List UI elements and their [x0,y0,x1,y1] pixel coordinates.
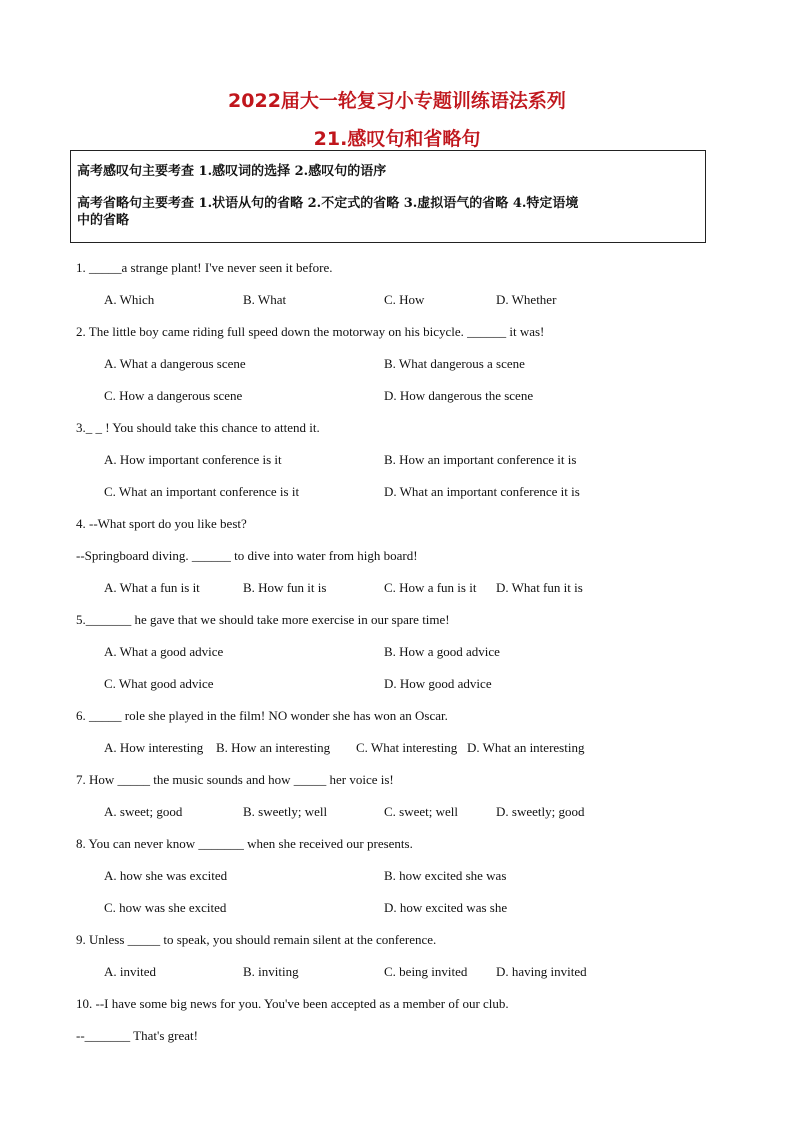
option-b: B. How an interesting [216,740,331,755]
option-c: C. how was she excited [104,900,227,915]
option-c: C. What an important conference is it [104,484,300,499]
option-a: A. invited [104,964,156,979]
option-d: D. How dangerous the scene [384,388,534,403]
question-stem: 1. _____a strange plant! I've never seen it before. [76,260,333,275]
question-stem: 10. --I have some big news for you. You've been accepted as a member of our club. [76,996,509,1011]
option-c: C. How a dangerous scene [104,388,243,403]
option-d: D. What an important conference it is [384,484,580,499]
document-title: 2022届大一轮复习小专题训练语法系列 [228,90,566,112]
option-a: A. What a good advice [104,644,224,659]
option-a: A. how she was excited [104,868,228,883]
option-d: D. Whether [496,292,557,307]
question-stem: 7. How _____ the music sounds and how _____ her voice is! [76,772,394,787]
option-b: B. sweetly; well [243,804,328,819]
option-d: D. having invited [496,964,587,979]
option-c: C. What good advice [104,676,214,691]
option-b: B. What dangerous a scene [384,356,525,371]
option-c: C. How a fun is it [384,580,477,595]
question-stem: 2. The little boy came riding full speed down the motorway on his bicycle. ______ it was! [76,324,545,339]
option-d: D. What fun it is [496,580,583,595]
question-stem: 6. _____ role she played in the film! NO wonder she has won an Oscar. [76,708,448,723]
option-a: A. How interesting [104,740,204,755]
note-line: 高考省略句主要考查 1.状语从句的省略 2.不定式的省略 3.虚拟语气的省略 4.特定语境 [77,196,579,211]
option-a: A. What a fun is it [104,580,200,595]
document-subtitle: 21.感叹句和省略句 [313,128,481,150]
question-stem: 4. --What sport do you like best? [76,516,247,531]
option-c: C. What interesting [356,740,458,755]
question-stem: 8. You can never know _______ when she received our presents. [76,836,413,851]
option-b: B. How an important conference it is [384,452,577,467]
question-stem: 5._______ he gave that we should take more exercise in our spare time! [76,612,450,627]
option-a: A. Which [104,292,155,307]
option-b: B. How a good advice [384,644,500,659]
option-d: D. sweetly; good [496,804,585,819]
option-a: A. What a dangerous scene [104,356,246,371]
option-b: B. What [243,292,287,307]
option-a: A. sweet; good [104,804,183,819]
option-c: C. sweet; well [384,804,459,819]
option-b: B. how excited she was [384,868,507,883]
option-b: B. inviting [243,964,299,979]
note-line: 中的省略 [77,213,130,228]
question-stem-line2: --_______ That's great! [76,1028,198,1043]
option-c: C. How [384,292,425,307]
exam-focus-note-box [70,150,706,243]
question-stem: 9. Unless _____ to speak, you should remain silent at the conference. [76,932,437,947]
option-c: C. being invited [384,964,468,979]
note-line: 高考感叹句主要考查 1.感叹词的选择 2.感叹句的语序 [77,164,387,179]
option-d: D. how excited was she [384,900,508,915]
option-d: D. What an interesting [467,740,585,755]
option-d: D. How good advice [384,676,492,691]
option-b: B. How fun it is [243,580,327,595]
question-stem: 3._ _ ! You should take this chance to attend it. [76,420,320,435]
option-a: A. How important conference is it [104,452,282,467]
question-stem-line2: --Springboard diving. ______ to dive into water from high board! [76,548,418,563]
